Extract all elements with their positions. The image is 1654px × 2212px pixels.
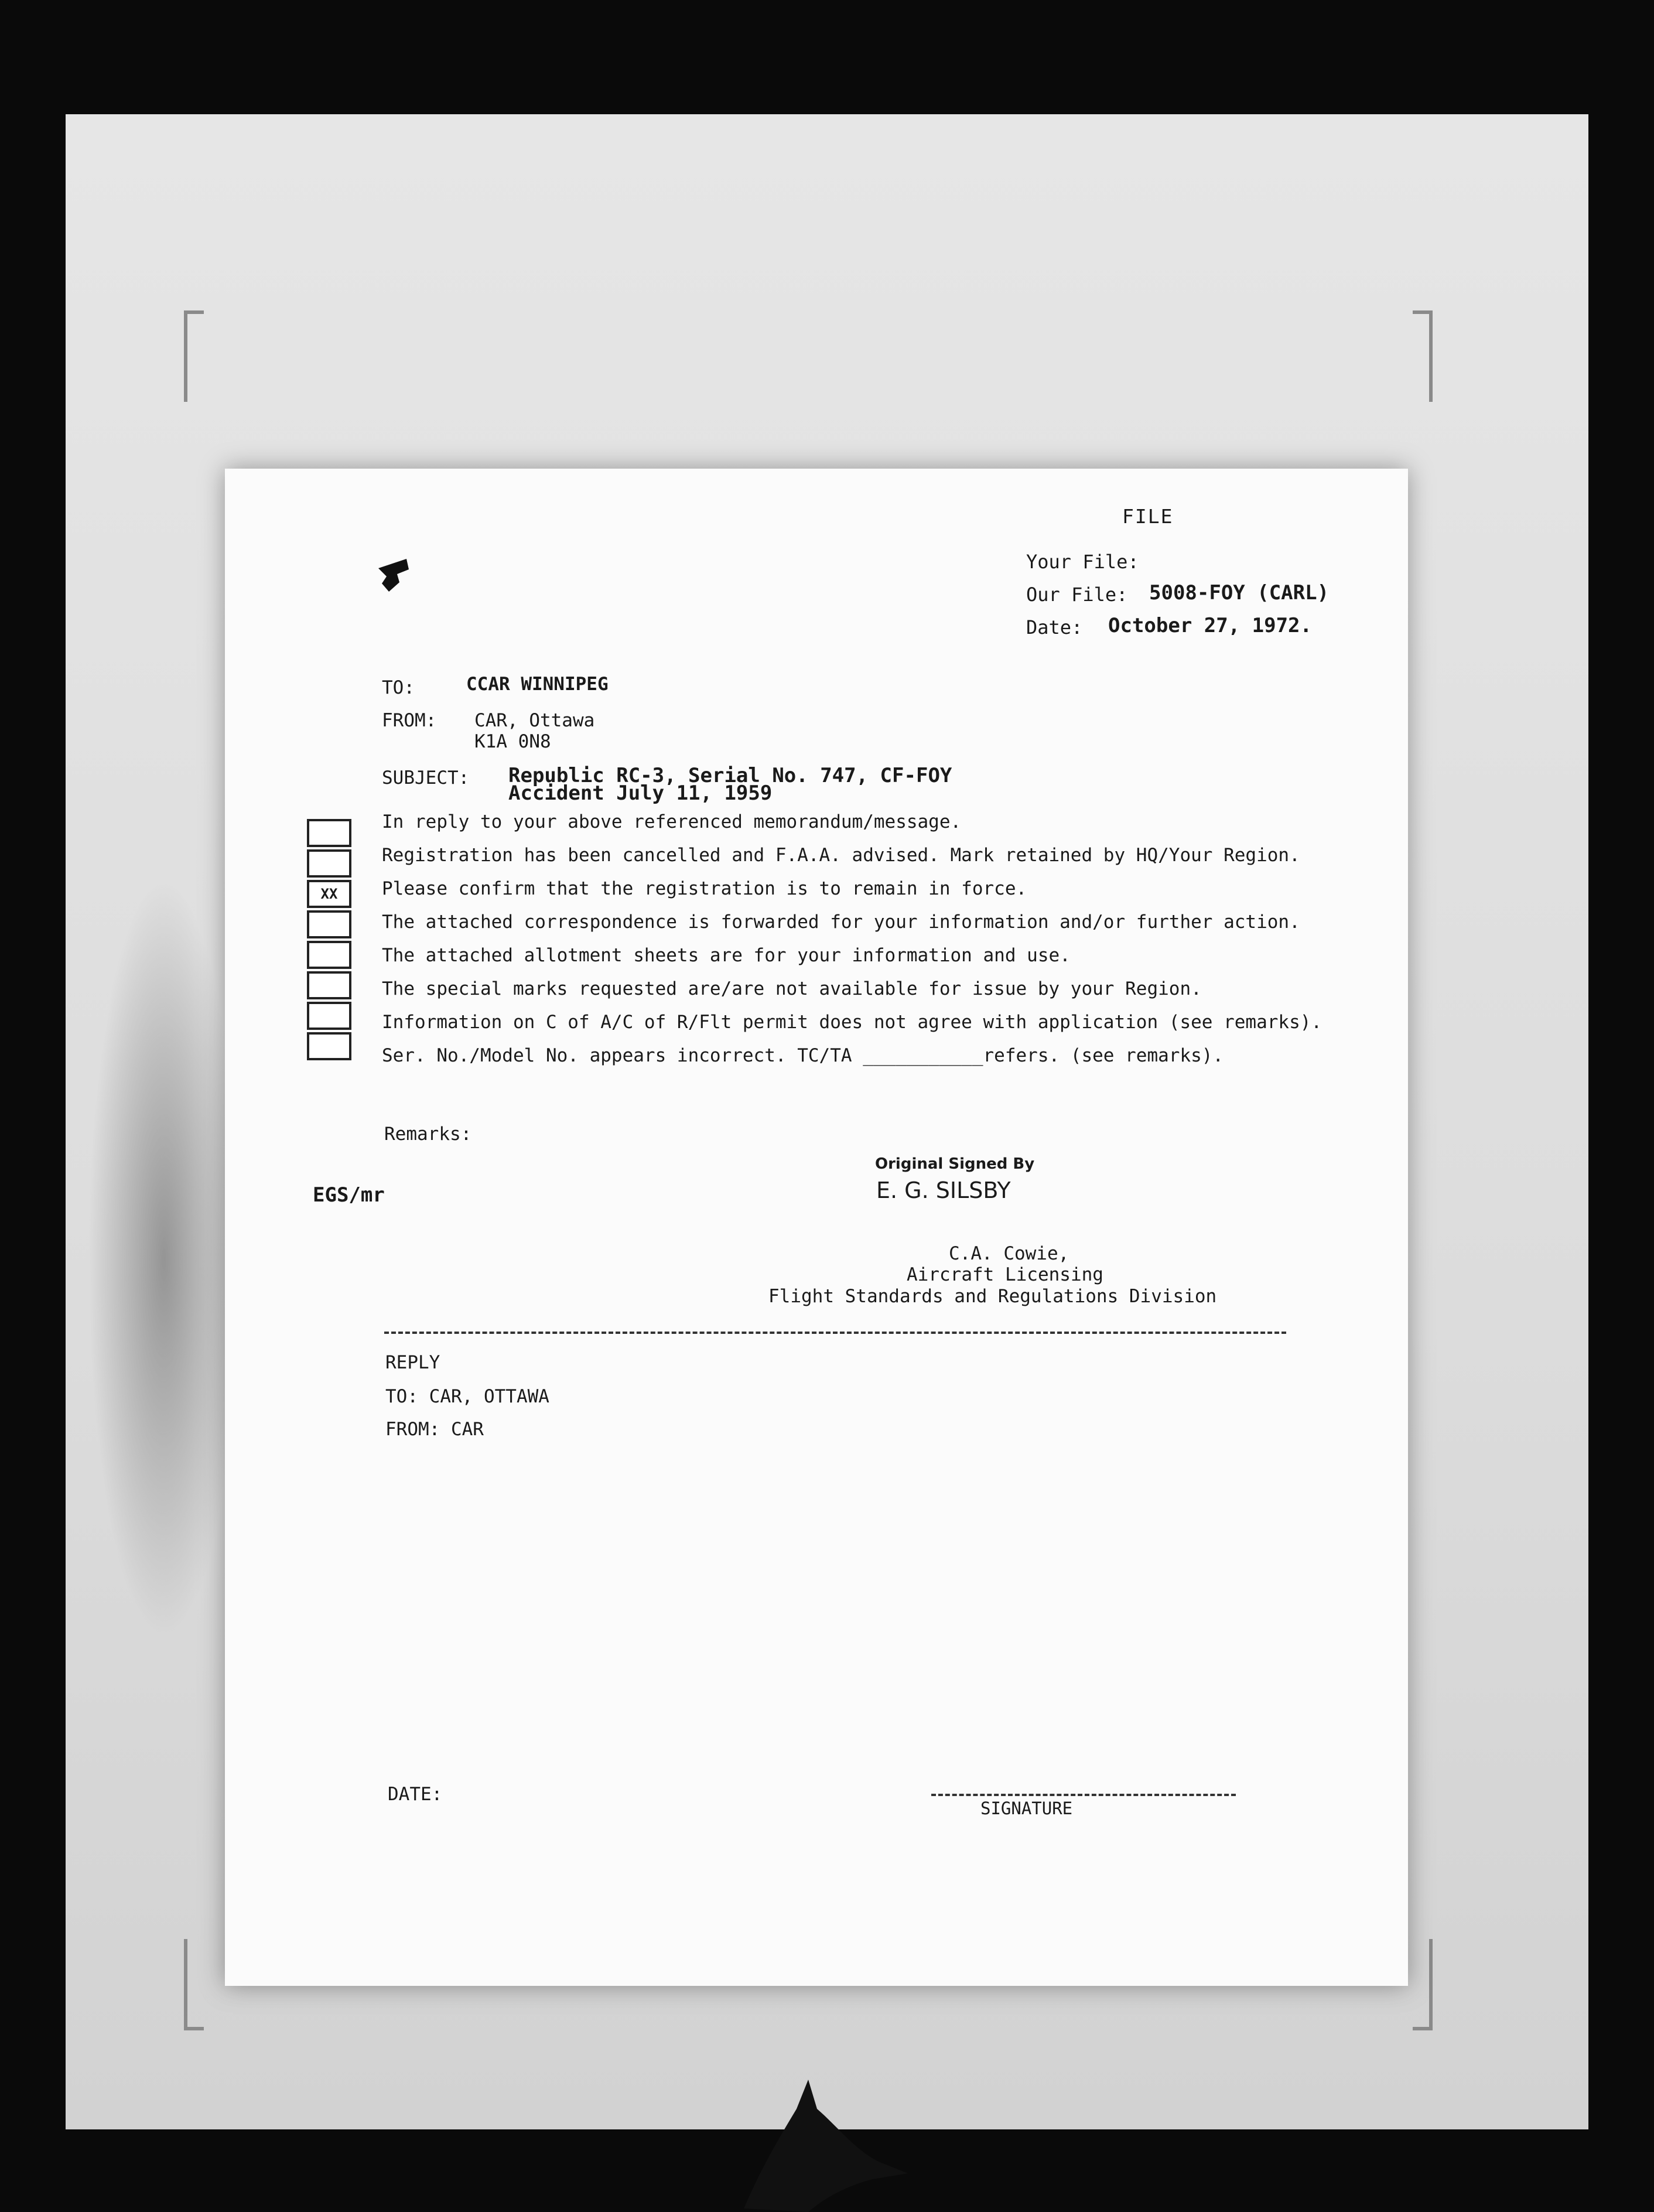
our-file-label: Our File: (1026, 583, 1128, 606)
crop-bracket-top-right (1413, 310, 1433, 402)
reply-from: FROM: CAR (385, 1419, 484, 1440)
option-checkbox[interactable] (307, 849, 351, 878)
reply-date-label: DATE: (388, 1784, 443, 1805)
ink-figure-mark (738, 2074, 914, 2212)
option-text: Information on C of A/C of R/Flt permit does not agree with application (see remarks). (382, 1012, 1322, 1033)
remarks-label: Remarks: (384, 1124, 472, 1145)
option-checkbox[interactable]: XX (307, 880, 351, 908)
to-value: CCAR WINNIPEG (466, 674, 609, 695)
ink-mark (376, 557, 411, 599)
signature-rule (931, 1794, 1236, 1796)
reply-label: REPLY (385, 1352, 440, 1373)
file-heading: FILE (1122, 505, 1174, 528)
date-value: October 27, 1972. (1108, 614, 1312, 637)
option-checkbox[interactable] (307, 819, 351, 847)
option-text: Please confirm that the registration is to remain in force. (382, 878, 1027, 899)
reply-to: TO: CAR, OTTAWA (385, 1386, 549, 1407)
signature-line-1: C.A. Cowie, (949, 1243, 1069, 1264)
subject-line-1: Republic RC-3, Serial No. 747, CF-FOY (508, 764, 952, 787)
option-text: The attached correspondence is forwarded for your information and/or further action. (382, 912, 1300, 933)
our-file-value: 5008-FOY (CARL) (1149, 581, 1330, 605)
date-label: Date: (1026, 616, 1083, 639)
option-checkbox[interactable] (307, 910, 351, 938)
option-text: The attached allotment sheets are for your information and use. (382, 945, 1071, 966)
subject-label: SUBJECT: (382, 767, 470, 788)
signature-line-3: Flight Standards and Regulations Division (768, 1286, 1217, 1307)
typist-initials: EGS/mr (313, 1183, 385, 1207)
option-checkbox[interactable] (307, 1032, 351, 1060)
crop-bracket-top-left (184, 310, 204, 402)
option-text: Registration has been cancelled and F.A.A. advised. Mark retained by HQ/Your Region. (382, 845, 1300, 866)
signed-by-stamp: Original Signed By (875, 1155, 1035, 1173)
option-checkbox[interactable] (307, 971, 351, 999)
from-line-2: K1A 0N8 (474, 731, 551, 752)
option-checkbox[interactable] (307, 1002, 351, 1030)
to-label: TO: (382, 677, 415, 698)
from-line-1: CAR, Ottawa (474, 710, 595, 731)
shadow-blot (88, 879, 240, 1640)
crop-bracket-bottom-left (184, 1939, 204, 2030)
signer-name: E. G. SILSBY (876, 1177, 1011, 1203)
option-text: The special marks requested are/are not available for issue by your Region. (382, 978, 1202, 999)
option-checkbox[interactable] (307, 941, 351, 969)
from-label: FROM: (382, 710, 437, 731)
tear-line (384, 1332, 1286, 1334)
subject-line-2: Accident July 11, 1959 (508, 781, 773, 805)
signature-label: SIGNATURE (980, 1798, 1073, 1818)
signature-line-2: Aircraft Licensing (907, 1264, 1103, 1285)
option-text: In reply to your above referenced memorandum/message. (382, 811, 962, 832)
option-text: Ser. No./Model No. appears incorrect. TC/TA ___________refers. (see remarks). (382, 1045, 1224, 1066)
memo-page (225, 469, 1408, 1986)
crop-bracket-bottom-right (1413, 1939, 1433, 2030)
your-file-label: Your File: (1026, 551, 1139, 573)
